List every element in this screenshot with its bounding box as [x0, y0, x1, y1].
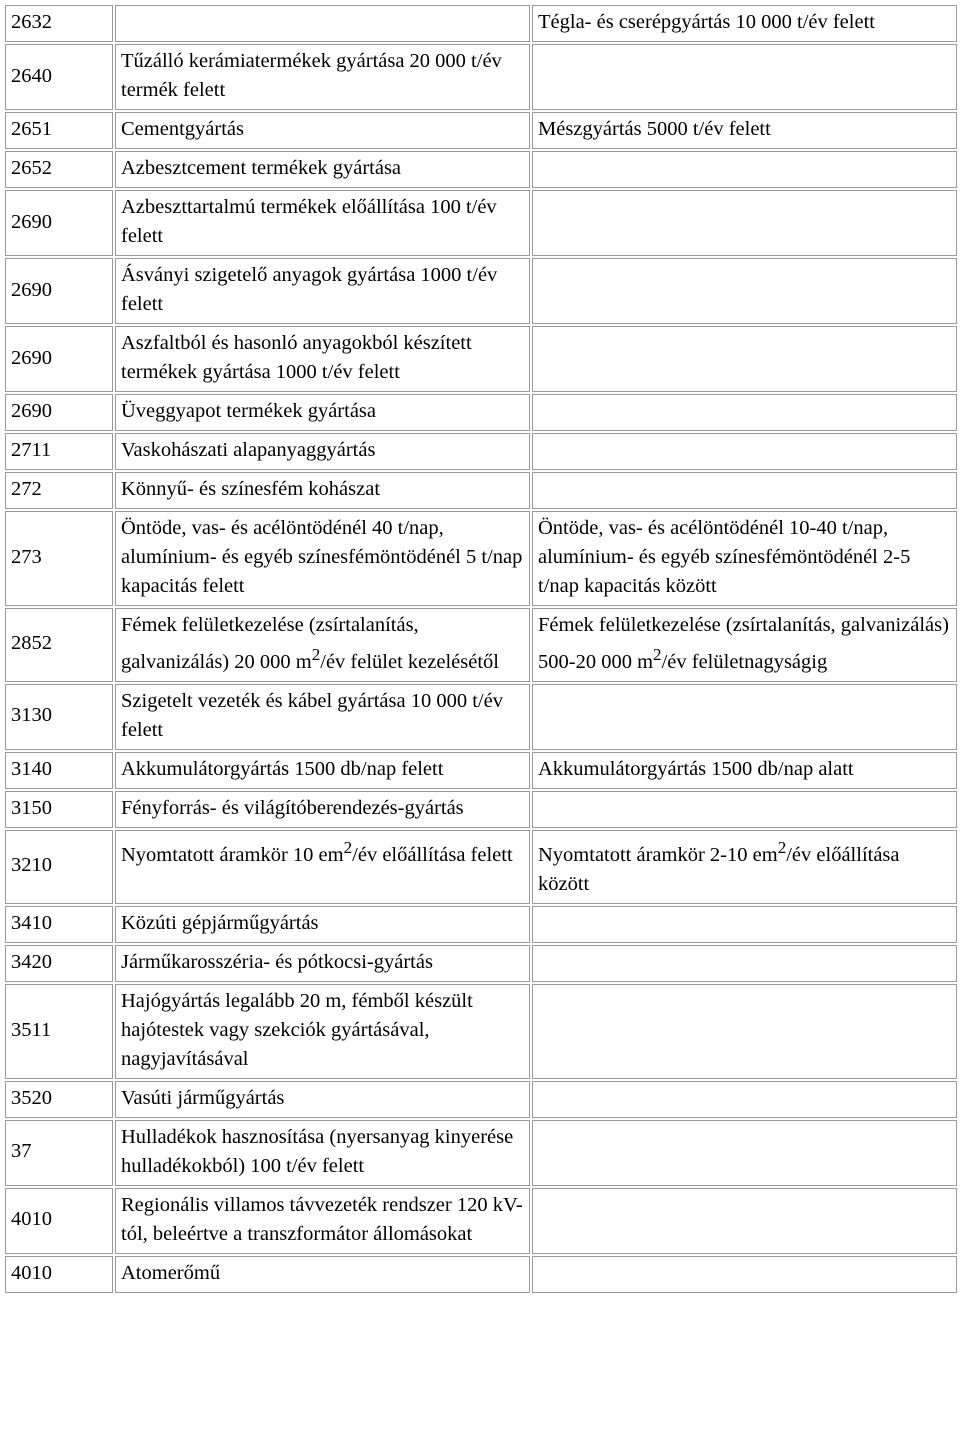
small-facility-description: Akkumulátorgyártás 1500 db/nap alatt — [532, 752, 957, 789]
small-facility-description — [532, 44, 957, 110]
small-facility-description — [532, 791, 957, 828]
table-row — [5, 5, 957, 42]
table-row — [5, 1256, 957, 1293]
table-row — [5, 433, 957, 470]
activity-code: 2852 — [5, 608, 113, 682]
small-facility-description — [532, 830, 957, 904]
large-facility-description: Könnyű- és színesfém kohászat — [115, 472, 530, 509]
activity-code: 4010 — [5, 1256, 113, 1293]
table-row — [5, 684, 957, 750]
activity-code: 272 — [5, 472, 113, 509]
description-text: /év előállítása között — [538, 843, 900, 895]
large-facility-description: Fényforrás- és világítóberendezés-gyártás — [115, 791, 530, 828]
large-facility-description: Ásványi szigetelő anyagok gyártása 1000 t/év felett — [115, 258, 530, 324]
small-facility-description — [532, 1081, 957, 1118]
table-row — [5, 112, 957, 149]
small-facility-description: Tégla- és cserépgyártás 10 000 t/év felett — [532, 5, 957, 42]
large-facility-description: Öntöde, vas- és acélöntödénél 40 t/nap, alumínium- és egyéb színesfémöntödénél 5 t/nap kapacitás felett — [115, 511, 530, 606]
activity-code: 3210 — [5, 830, 113, 904]
table-row — [5, 394, 957, 431]
large-facility-description: Tűzálló kerámiatermékek gyártása 20 000 t/év termék felett — [115, 44, 530, 110]
activity-code: 3140 — [5, 752, 113, 789]
description-text: Fémek felületkezelése (zsírtalanítás, galvanizálás) 20 000 m — [121, 614, 419, 673]
table-row — [5, 44, 957, 110]
table-row — [5, 1081, 957, 1118]
small-facility-description — [532, 906, 957, 943]
table-row — [5, 472, 957, 509]
small-facility-description — [532, 1188, 957, 1254]
description-text: /év felületnagyságig — [661, 650, 828, 673]
activity-code: 273 — [5, 511, 113, 606]
small-facility-description — [532, 433, 957, 470]
activity-code: 3511 — [5, 984, 113, 1079]
table-row — [5, 511, 957, 606]
small-facility-description — [532, 394, 957, 431]
small-facility-description: Öntöde, vas- és acélöntödénél 10-40 t/nap, alumínium- és egyéb színesfémöntödénél 2-5 t/nap kapacitás között — [532, 511, 957, 606]
table-row — [5, 190, 957, 256]
activity-code: 2690 — [5, 394, 113, 431]
activity-code: 3130 — [5, 684, 113, 750]
large-facility-description: Azbeszttartalmú termékek előállítása 100 t/év felett — [115, 190, 530, 256]
large-facility-description: Hulladékok hasznosítása (nyersanyag kinyerése hulladékokból) 100 t/év felett — [115, 1120, 530, 1186]
description-text: Fémek felületkezelése (zsírtalanítás, galvanizálás) 500-20 000 m — [538, 614, 949, 673]
activity-code: 3420 — [5, 945, 113, 982]
activity-code: 2711 — [5, 433, 113, 470]
small-facility-description — [532, 1256, 957, 1293]
table-row — [5, 984, 957, 1079]
large-facility-description: Cementgyártás — [115, 112, 530, 149]
table-row — [5, 258, 957, 324]
small-facility-description — [532, 326, 957, 392]
table-row — [5, 791, 957, 828]
superscript: 2 — [777, 837, 787, 857]
activity-code: 2690 — [5, 190, 113, 256]
activity-code: 3520 — [5, 1081, 113, 1118]
superscript: 2 — [653, 645, 662, 664]
activity-code: 2652 — [5, 151, 113, 188]
activity-code: 2690 — [5, 326, 113, 392]
table-row — [5, 830, 957, 904]
large-facility-description — [115, 830, 530, 904]
small-facility-description — [532, 151, 957, 188]
large-facility-description: Közúti gépjárműgyártás — [115, 906, 530, 943]
large-facility-description: Atomerőmű — [115, 1256, 530, 1293]
large-facility-description — [115, 5, 530, 42]
table-row — [5, 326, 957, 392]
small-facility-description — [532, 258, 957, 324]
activity-code: 4010 — [5, 1188, 113, 1254]
activity-code: 2632 — [5, 5, 113, 42]
small-facility-description — [532, 1120, 957, 1186]
large-facility-description: Vasúti járműgyártás — [115, 1081, 530, 1118]
small-facility-description — [532, 472, 957, 509]
large-facility-description: Azbesztcement termékek gyártása — [115, 151, 530, 188]
superscript: 2 — [311, 645, 321, 664]
table-row — [5, 1188, 957, 1254]
small-facility-description: Mészgyártás 5000 t/év felett — [532, 112, 957, 149]
large-facility-description: Regionális villamos távvezeték rendszer 120 kV-tól, beleértve a transzformátor állomásokat — [115, 1188, 530, 1254]
small-facility-description — [532, 945, 957, 982]
superscript: 2 — [343, 837, 353, 857]
table-row — [5, 752, 957, 789]
small-facility-description — [532, 684, 957, 750]
table-row — [5, 906, 957, 943]
large-facility-description: Üveggyapot termékek gyártása — [115, 394, 530, 431]
large-facility-description: Akkumulátorgyártás 1500 db/nap felett — [115, 752, 530, 789]
large-facility-description: Szigetelt vezeték és kábel gyártása 10 000 t/év felett — [115, 684, 530, 750]
activity-table — [3, 3, 959, 1295]
activity-code: 3410 — [5, 906, 113, 943]
activity-code: 3150 — [5, 791, 113, 828]
large-facility-description: Aszfaltból és hasonló anyagokból készített termékek gyártása 1000 t/év felett — [115, 326, 530, 392]
activity-code: 2690 — [5, 258, 113, 324]
small-facility-description — [532, 608, 957, 682]
table-row — [5, 608, 957, 682]
description-text: /év előállítása felett — [352, 843, 513, 866]
activity-code: 2651 — [5, 112, 113, 149]
description-text: Nyomtatott áramkör 10 em — [121, 843, 344, 866]
small-facility-description — [532, 984, 957, 1079]
large-facility-description: Vaskohászati alapanyaggyártás — [115, 433, 530, 470]
table-row — [5, 151, 957, 188]
table-row — [5, 945, 957, 982]
large-facility-description: Hajógyártás legalább 20 m, fémből készült hajótestek vagy szekciók gyártásával, nagyjavításával — [115, 984, 530, 1079]
activity-code: 37 — [5, 1120, 113, 1186]
table-row — [5, 1120, 957, 1186]
description-text: Nyomtatott áramkör 2-10 em — [538, 843, 778, 866]
large-facility-description: Járműkarosszéria- és pótkocsi-gyártás — [115, 945, 530, 982]
small-facility-description — [532, 190, 957, 256]
large-facility-description — [115, 608, 530, 682]
activity-code: 2640 — [5, 44, 113, 110]
description-text: /év felület kezelésétől — [320, 650, 499, 673]
